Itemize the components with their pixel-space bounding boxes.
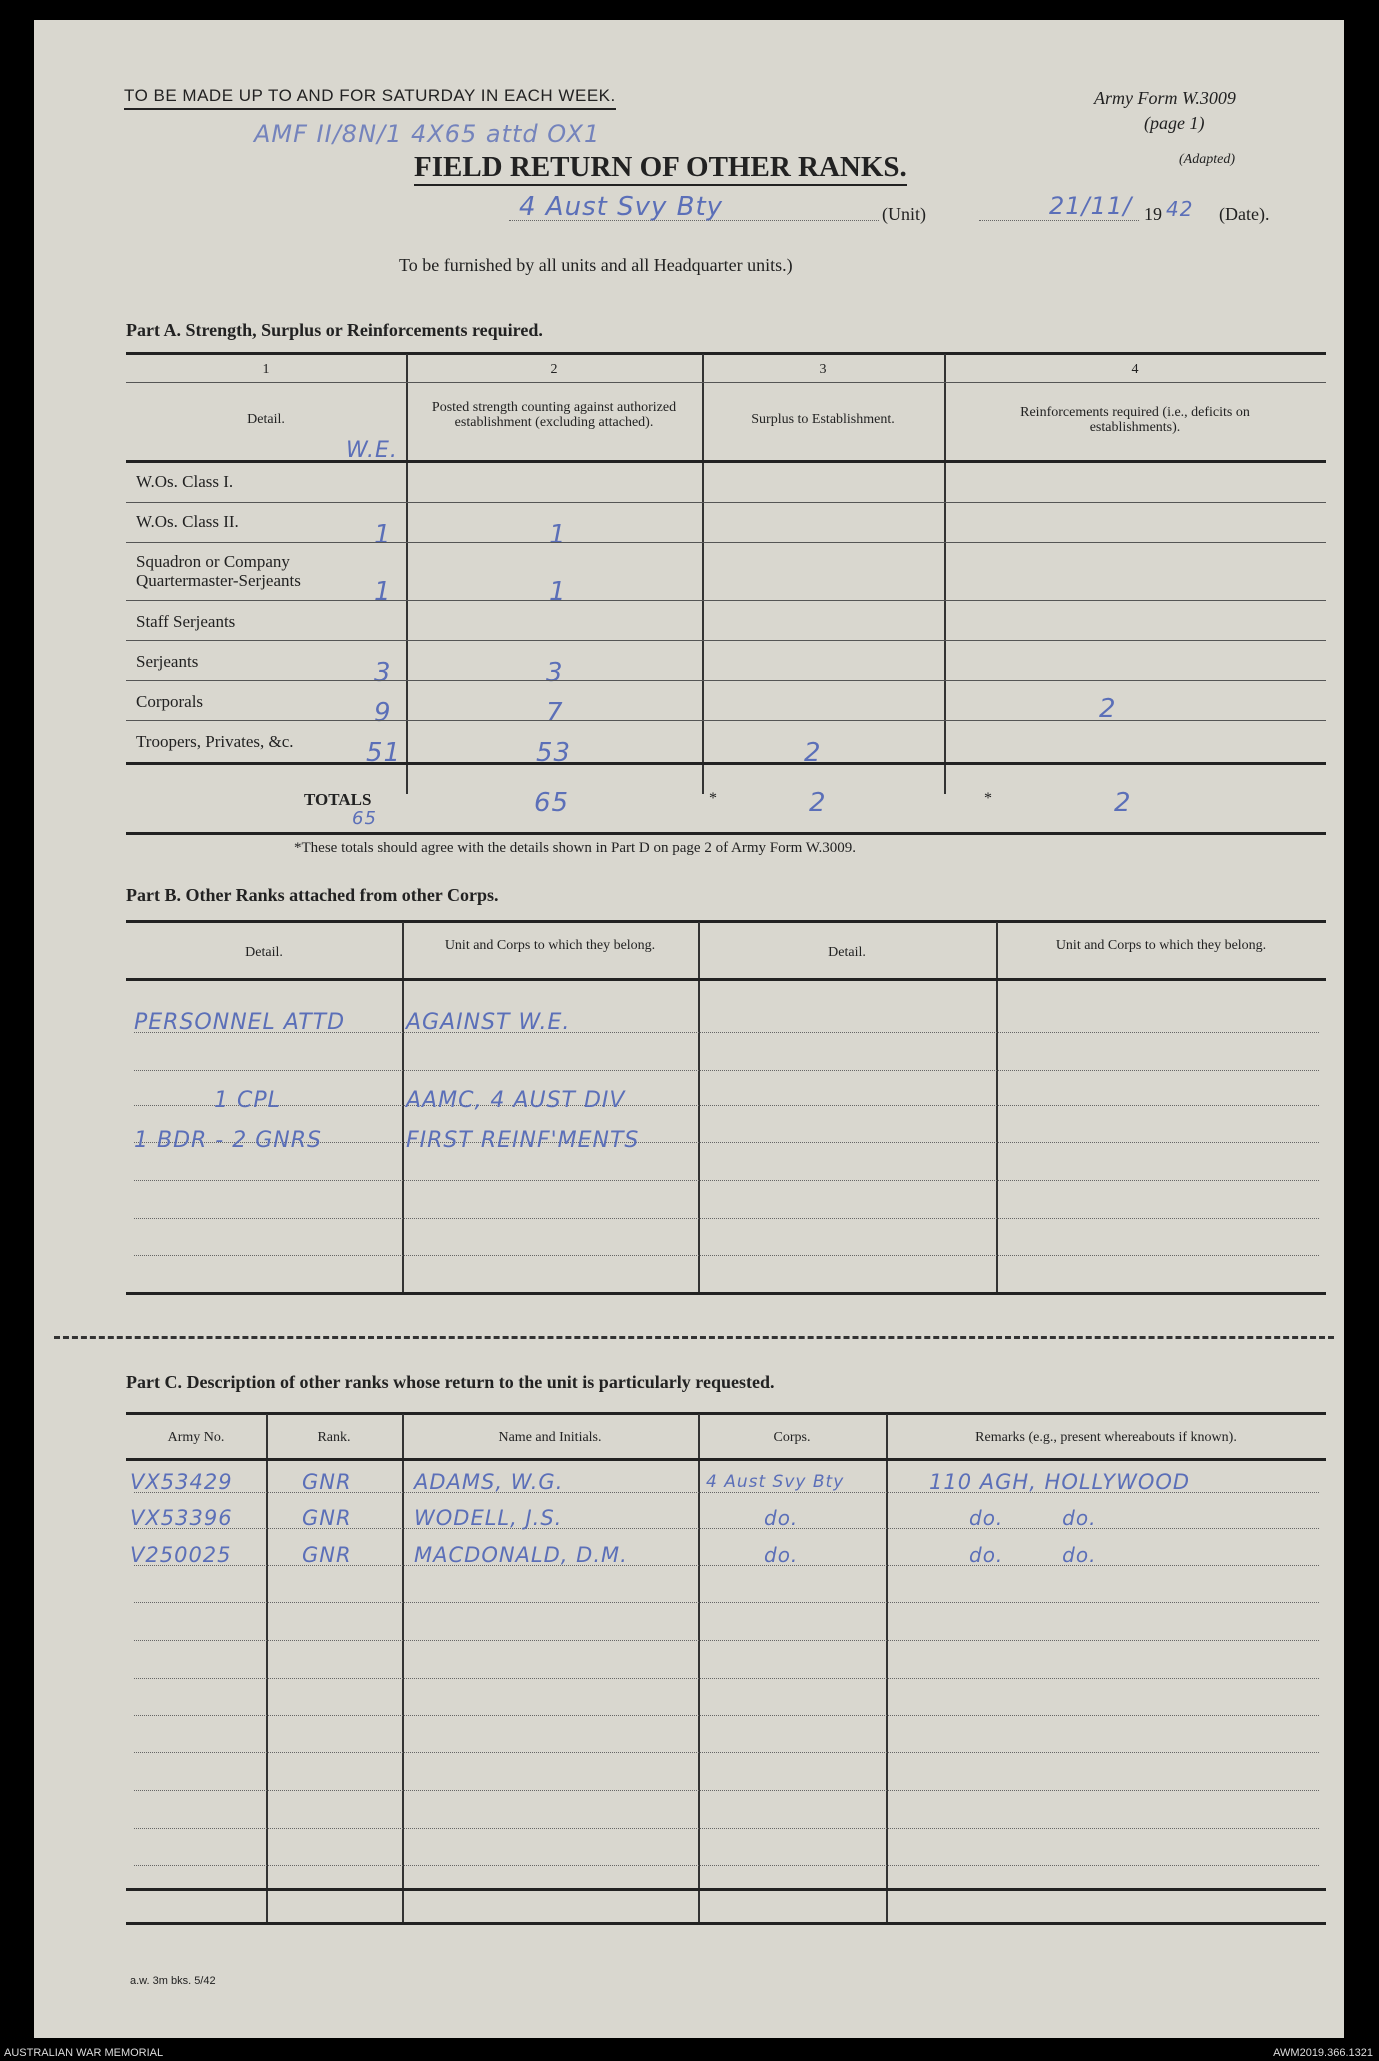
we-wo2: 1 [374,520,392,550]
date-label: (Date). [1219,204,1270,224]
pc-row3-army-no: V250025 [130,1543,232,1567]
row-label-serjeants: Serjeants [136,652,199,671]
handwritten-reference: AMF II/8N/1 4X65 attd OX1 [254,120,601,148]
form-subtitle: To be furnished by all units and all Headquarter units.) [399,255,793,275]
part-b-col-unit-1: Unit and Corps to which they belong. [444,938,656,953]
part-b-unit-2: AAMC, 4 AUST DIV [406,1088,626,1113]
totals-reinf: 2 [1114,788,1132,818]
part-a-heading: Part A. Strength, Surplus or Reinforcements required. [126,320,543,340]
col-num-2: 2 [550,362,558,377]
form-sheet [34,20,1344,2038]
pc-row3-corps: do. [764,1543,799,1567]
pc-row1-name: ADAMS, W.G. [414,1470,564,1494]
we-serjeants: 3 [374,658,392,688]
posted-wo2: 1 [549,520,567,550]
col-num-1: 1 [262,362,270,377]
posted-corporals: 7 [546,698,564,728]
pc-row2-remarks: do. do. [969,1506,1097,1530]
part-c-col-name: Name and Initials. [498,1430,602,1445]
adapted-label: (Adapted) [1179,152,1235,167]
col-header-reinforcements: Reinforcements required (i.e., deficits on establishments). [1020,405,1250,435]
row-label-wo2: W.Os. Class II. [136,512,239,531]
pc-row1-corps: 4 Aust Svy Bty [706,1472,845,1492]
part-b-detail-3: 1 BDR - 2 GNRS [134,1128,322,1153]
part-c-col-army-no: Army No. [167,1430,225,1445]
part-b-col-detail-1: Detail. [245,945,283,960]
we-corporals: 9 [374,698,392,728]
col-header-detail: Detail. [247,412,285,427]
col-header-posted: Posted strength counting against authorized establishment (excluding attached). [431,400,677,430]
part-c-col-corps: Corps. [773,1430,811,1445]
totals-note: *These totals should agree with the details shown in Part D on page 2 of Army Form W.3009. [294,840,857,856]
form-title: FIELD RETURN OF OTHER RANKS. [414,150,907,186]
year-suffix: 42 [1166,197,1194,221]
part-c-col-remarks: Remarks (e.g., present whereabouts if known). [975,1430,1237,1445]
print-code: a.w. 3m bks. 5/42 [130,1975,216,1987]
posted-serjeants: 3 [546,658,564,688]
row-label-corporals: Corporals [136,692,204,711]
pc-row1-rank: GNR [302,1470,352,1494]
we-troopers: 51 [366,738,402,768]
col-num-4: 4 [1131,362,1139,377]
col-header-surplus: Surplus to Establishment. [751,412,895,427]
pc-row1-army-no: VX53429 [130,1470,233,1494]
unit-value: 4 Aust Svy Bty [519,192,724,222]
totals-reinf-asterisk: * [984,790,992,807]
totals-we: 65 [352,808,377,829]
pc-row2-army-no: VX53396 [130,1506,233,1530]
posted-troopers: 53 [536,738,572,768]
row-label-cqms: Squadron or Company Quartermaster-Serjeants [136,552,301,590]
form-number: Army Form W.3009 [1094,88,1236,108]
surplus-troopers: 2 [804,738,822,768]
footer-credit: AUSTRALIAN WAR MEMORIAL [4,2047,164,2059]
unit-label: (Unit) [882,204,926,224]
pc-row3-name: MACDONALD, D.M. [414,1543,628,1567]
row-label-staff-serjeants: Staff Serjeants [136,612,236,631]
year-printed: 19 [1144,204,1162,224]
date-value: 21/11/ [1049,192,1133,220]
posted-cqms: 1 [549,577,567,607]
totals-label: TOTALS [304,790,372,809]
part-b-heading: Part B. Other Ranks attached from other Corps. [126,885,499,905]
pc-row3-remarks: do. do. [969,1543,1097,1567]
reinf-corporals: 2 [1099,694,1117,724]
pc-row3-rank: GNR [302,1543,352,1567]
part-b-detail-1: PERSONNEL ATTD [134,1010,346,1035]
totals-surplus-asterisk: * [709,790,717,807]
row-label-wo1: W.Os. Class I. [136,472,234,491]
we-cqms: 1 [374,577,392,607]
pc-row2-name: WODELL, J.S. [414,1506,563,1530]
we-label: W.E. [346,438,398,463]
row-label-troopers: Troopers, Privates, &c. [136,732,294,751]
totals-posted: 65 [534,788,570,818]
footer-accession: AWM2019.366.1321 [1273,2047,1373,2059]
part-b-unit-3: FIRST REINF'MENTS [406,1128,640,1153]
part-b-col-unit-2: Unit and Corps to which they belong. [1055,938,1267,953]
pc-row2-rank: GNR [302,1506,352,1530]
top-instruction: TO BE MADE UP TO AND FOR SATURDAY IN EACH WEEK. [124,86,616,110]
pc-row2-corps: do. [764,1506,799,1530]
part-b-detail-2: 1 CPL [214,1088,281,1113]
part-c-col-rank: Rank. [317,1430,351,1445]
totals-surplus: 2 [809,788,827,818]
page-number: (page 1) [1144,113,1205,133]
part-b-col-detail-2: Detail. [828,945,866,960]
part-c-heading: Part C. Description of other ranks whose return to the unit is particularly requested. [126,1372,775,1392]
part-b-unit-1: AGAINST W.E. [406,1010,571,1035]
pc-row1-remarks: 110 AGH, HOLLYWOOD [929,1470,1191,1494]
col-num-3: 3 [819,362,827,377]
